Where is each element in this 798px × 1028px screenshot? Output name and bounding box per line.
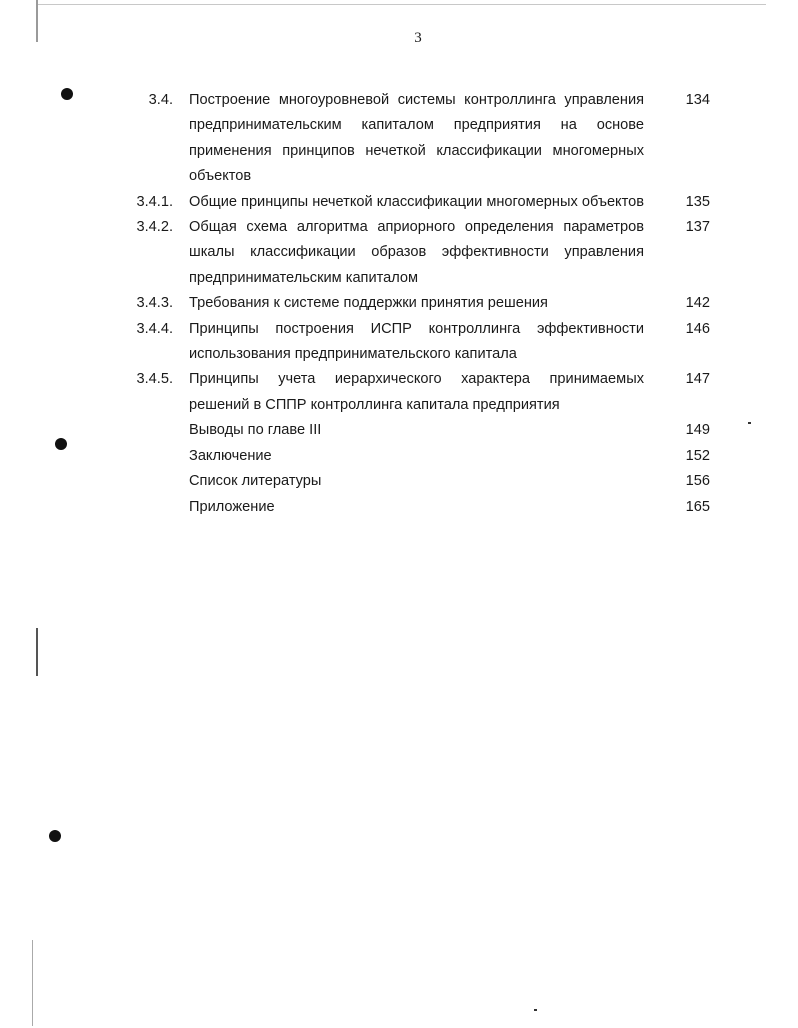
toc-entry-title: Построение многоуровневой системы контроллинга управления предпринимательским капиталом предприятия на основе применения принципов нечеткой классификации многомерных объектов	[189, 92, 644, 185]
scan-speck	[748, 422, 751, 424]
toc-entry-page: 149	[685, 422, 710, 439]
toc-entry-title: Выводы по главе III	[189, 422, 322, 439]
toc-entry-title: Общие принципы нечеткой классификации многомерных объектов	[189, 193, 644, 210]
toc-entry-title: Приложение	[189, 498, 275, 515]
toc-entry-title: Заключение	[189, 447, 272, 464]
toc-entry	[120, 469, 710, 494]
toc-entry-page: 156	[685, 473, 710, 490]
toc-entry-title: Принципы учета иерархического характера принимаемых решений в СППР контроллинга капитала предприятия	[189, 371, 644, 413]
toc-entry-number: 3.4.4.	[136, 320, 173, 337]
toc-entry-page: 137	[685, 219, 710, 236]
scan-speck	[534, 1009, 537, 1011]
toc-entry	[120, 88, 710, 190]
page-number: 3	[414, 30, 422, 46]
toc-entry-title: Список литературы	[189, 473, 322, 490]
toc-entry-title: Принципы построения ИСПР контроллинга эффективности использования предпринимательского капитала	[189, 320, 644, 363]
toc-entry-number: 3.4.5.	[136, 371, 173, 388]
toc-entry-page: 165	[685, 498, 710, 515]
toc-entry	[120, 317, 710, 368]
toc-entry	[120, 291, 710, 316]
punch-hole-middle	[55, 438, 67, 450]
toc-entry	[120, 495, 710, 520]
toc-entry-page: 142	[685, 295, 710, 312]
scan-edge-left-mark	[36, 628, 38, 676]
toc-entry	[120, 367, 710, 418]
toc-entry-number: 3.4.2.	[136, 219, 173, 236]
toc-entry-page: 147	[685, 371, 710, 388]
scan-edge-left-bottom	[32, 940, 33, 1026]
toc-entry	[120, 215, 710, 291]
toc-entry-page: 146	[685, 320, 710, 337]
punch-hole-top	[61, 88, 73, 100]
toc-entry-number: 3.4.	[148, 92, 173, 108]
toc-entry-number: 3.4.1.	[136, 193, 173, 210]
toc-entry	[120, 418, 710, 443]
toc-entry-page: 134	[685, 92, 710, 108]
toc-entry-title: Требования к системе поддержки принятия решения	[189, 295, 548, 312]
punch-hole-bottom	[49, 830, 61, 842]
toc-entry-page: 152	[685, 447, 710, 464]
scan-edge-top	[36, 4, 766, 5]
toc-entry	[120, 190, 710, 215]
toc-entry-number: 3.4.3.	[136, 295, 173, 312]
toc-entry-page: 135	[685, 193, 710, 210]
toc-entry	[120, 444, 710, 469]
toc-entry-title: Общая схема алгоритма априорного определения параметров шкалы классификации образов эффективности управления предпринимательским капиталом	[189, 219, 644, 286]
table-of-contents	[120, 88, 710, 520]
